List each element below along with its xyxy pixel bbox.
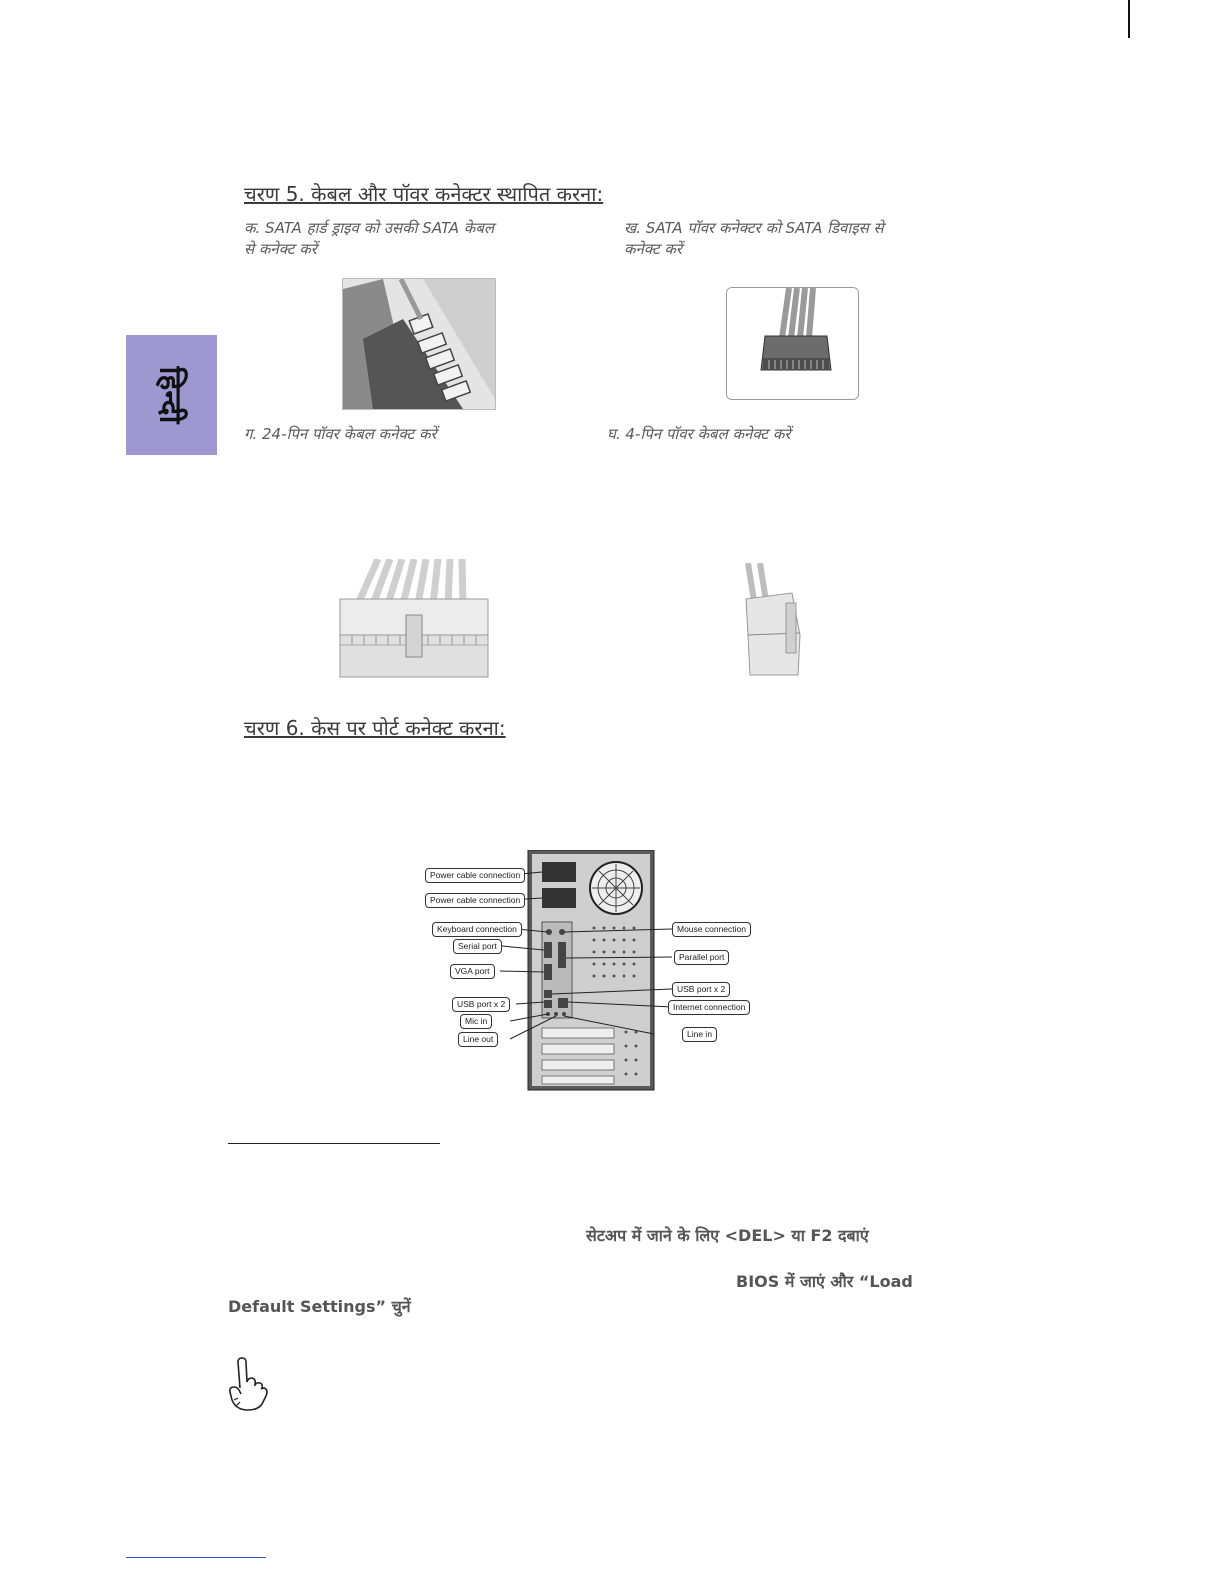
label-internet-connection: Internet connection — [668, 1000, 750, 1015]
label-usb-port-right: USB port x 2 — [672, 982, 730, 997]
label-mic-in: Mic in — [460, 1014, 492, 1029]
setup-note: सेटअप में जाने के लिए <DEL> या F2 दबाएं — [586, 1226, 869, 1245]
language-tab — [126, 335, 217, 455]
step5-heading: चरण 5. केबल और पॉवर कनेक्टर स्थापित करना: — [244, 182, 604, 206]
label-line-out: Line out — [458, 1032, 498, 1047]
label-serial-port: Serial port — [453, 939, 502, 954]
page-number-rule — [126, 1557, 266, 1558]
bios-note-part1: BIOS में जाएं और “Load — [736, 1272, 913, 1291]
footnote-divider — [228, 1143, 440, 1144]
label-power-cable-1: Power cable connection — [425, 868, 525, 883]
step5-caption-a: क. SATA हार्ड ड्राइव को उसकी SATA केबल से कनेक्ट करें — [244, 219, 495, 258]
label-mouse-connection: Mouse connection — [672, 922, 751, 937]
label-vga-port: VGA port — [450, 964, 495, 979]
bios-note-part2: Default Settings” चुनें — [228, 1297, 411, 1316]
sata-power-connector-image — [726, 287, 859, 400]
step5-caption-d: घ. 4-पिन पॉवर केबल कनेक्ट करें — [607, 425, 791, 443]
step5-caption-c: ग. 24-पिन पॉवर केबल कनेक्ट करें — [244, 425, 437, 443]
label-usb-port-left: USB port x 2 — [452, 997, 510, 1012]
label-line-in: Line in — [682, 1027, 717, 1042]
back-panel-diagram — [420, 850, 760, 1092]
4-pin-connector-image — [740, 563, 806, 677]
step6-heading: चरण 6. केस पर पोर्ट कनेक्ट करना: — [244, 716, 506, 740]
sata-drive-image — [342, 278, 496, 410]
language-tab-label: हिन्दी — [152, 366, 187, 424]
label-keyboard-connection: Keyboard connection — [432, 922, 522, 937]
step5-caption-b: ख. SATA पॉवर कनेक्टर को SATA डिवाइस से कनेक्ट करें — [624, 219, 884, 258]
24-pin-connector-image — [338, 559, 490, 679]
label-parallel-port: Parallel port — [674, 950, 729, 965]
label-power-cable-2: Power cable connection — [425, 893, 525, 908]
top-divider — [1128, 0, 1130, 38]
pointing-hand-icon — [226, 1356, 272, 1412]
